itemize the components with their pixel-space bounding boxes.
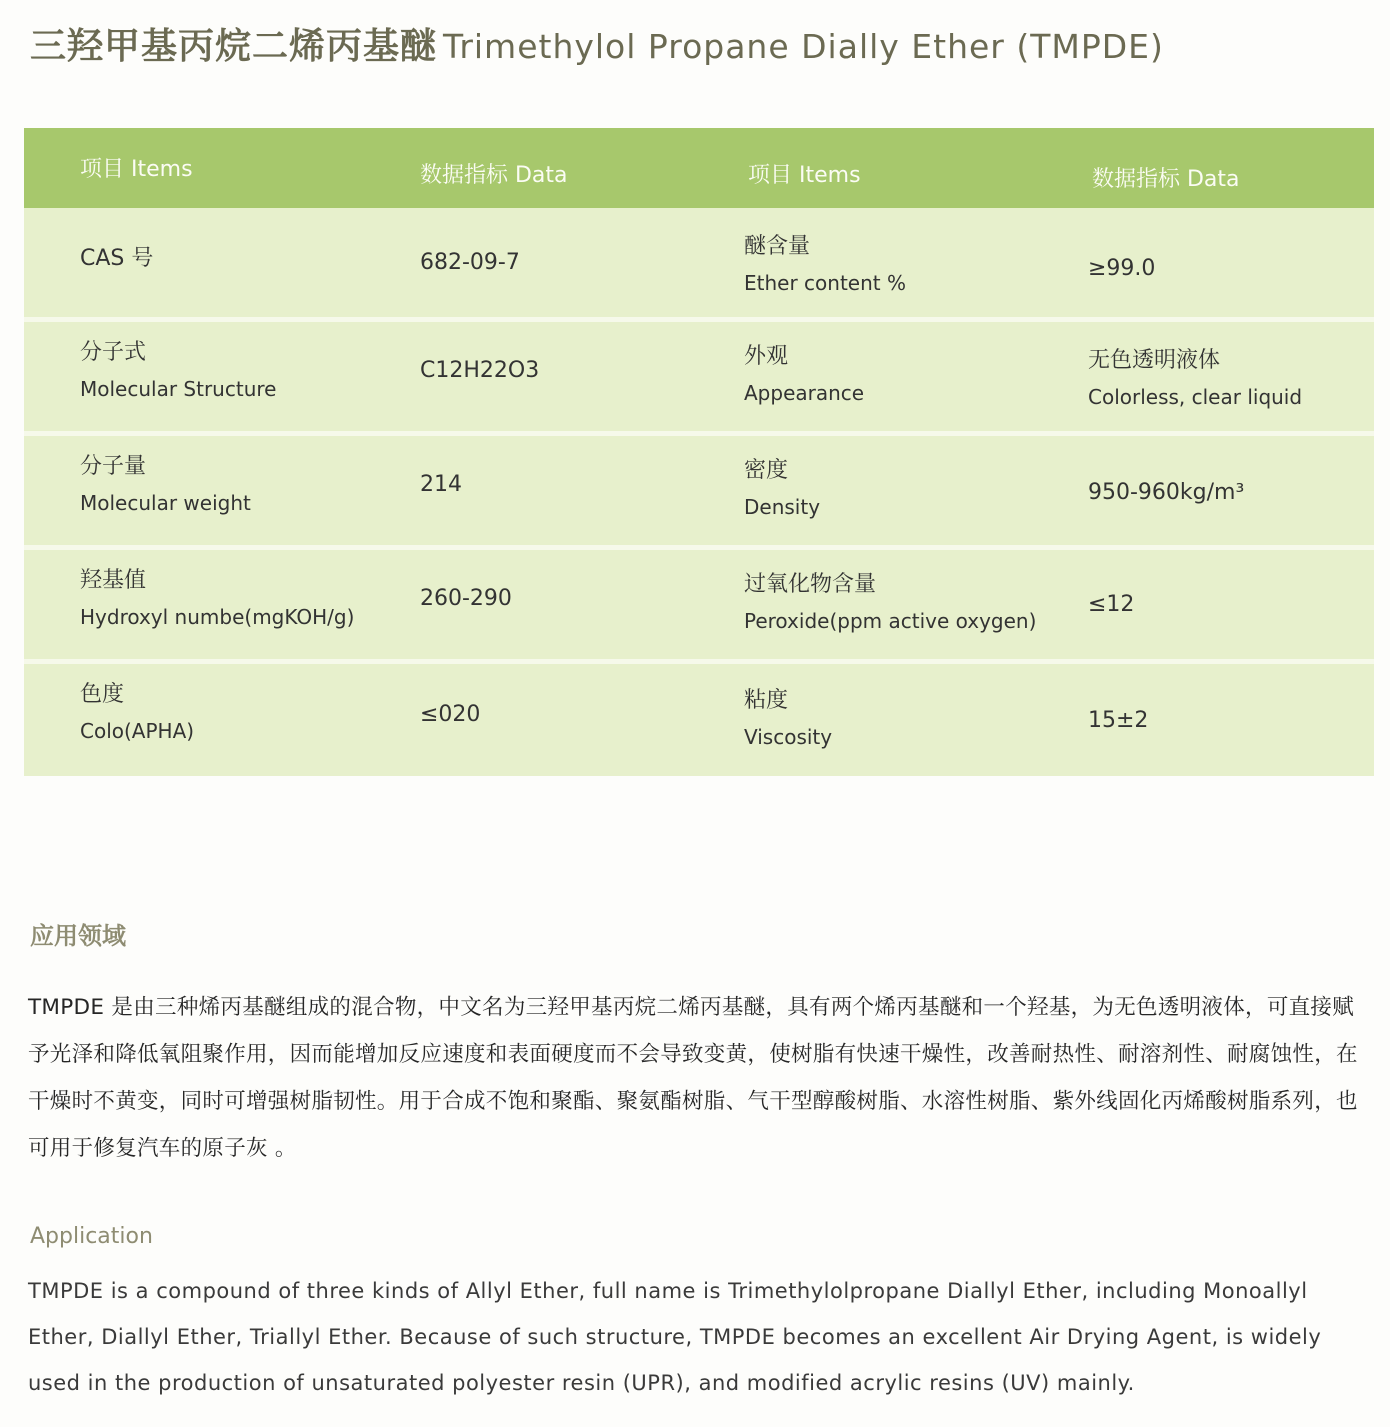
item-label-en: Molecular Structure	[80, 377, 277, 401]
item-label-en: Ether content %	[744, 271, 906, 295]
item-value	[1088, 346, 1302, 412]
header-data-2: 数据指标 Data	[1092, 167, 1240, 192]
item-label	[80, 566, 354, 632]
item-label-zh: 过氧化物含量	[744, 572, 877, 597]
page-title-zh: 三羟甲基丙烷二烯丙基醚	[30, 26, 438, 67]
item-value: 950-960kg/m³	[1088, 480, 1245, 505]
table-row	[24, 208, 1374, 322]
item-label	[744, 456, 820, 522]
item-value: C12H22O3	[420, 358, 540, 383]
item-label-en: Viscosity	[744, 725, 833, 749]
item-value: ≤12	[1088, 592, 1135, 617]
page-title	[30, 18, 1360, 69]
item-label-zh: 醚含量	[744, 234, 811, 259]
item-label-en: Appearance	[744, 381, 865, 405]
item-label-zh: 分子式	[80, 340, 147, 365]
application-text-en: TMPDE is a compound of three kinds of Allyl Ether, full name is Trimethylolpropane Diallyl Ether, including Monoallyl Ether, Diallyl Ether, Triallyl Ether. Because of such structure, TMPDE becomes an excellent Air Drying Agent, is widely used in the production of unsaturated polyester resin (UPR), and modified acrylic resins (UV) mainly.	[28, 1279, 1322, 1395]
item-value: 214	[420, 472, 462, 497]
item-label	[80, 338, 276, 404]
header-items-1: 项目 Items	[80, 157, 193, 182]
item-value: ≥99.0	[1088, 256, 1156, 281]
spec-table	[24, 128, 1374, 776]
item-label-en: Hydroxyl numbe(mgKOH/g)	[80, 605, 355, 629]
table-row	[24, 322, 1374, 436]
item-value-zh: 无色透明液体	[1088, 348, 1221, 373]
item-label	[80, 452, 251, 518]
item-value-en: Colorless, clear liquid	[1088, 385, 1303, 409]
spec-table-header	[24, 128, 1374, 208]
item-label-zh: CAS 号	[80, 246, 154, 271]
item-label	[744, 342, 864, 408]
table-row	[24, 550, 1374, 664]
item-label-en: Density	[744, 495, 821, 519]
application-heading-zh: 应用领域	[30, 922, 126, 950]
item-label-zh: 密度	[744, 458, 789, 483]
item-label	[744, 232, 906, 298]
item-label-zh: 羟基值	[80, 568, 147, 593]
item-label-zh: 粘度	[744, 688, 789, 713]
item-label	[744, 570, 1036, 636]
item-label-en: Molecular weight	[80, 491, 251, 515]
header-data-1: 数据指标 Data	[420, 163, 568, 188]
item-label-zh: 色度	[80, 682, 125, 707]
item-value: ≤020	[420, 702, 481, 727]
item-label-zh: 分子量	[80, 454, 147, 479]
application-text-zh: TMPDE 是由三种烯丙基醚组成的混合物，中文名为三羟甲基丙烷二烯丙基醚，具有两个烯丙基醚和一个羟基，为无色透明液体，可直接赋予光泽和降低氧阻聚作用，因而能增加反应速度和表面硬度而不会导致变黄，使树脂有快速干燥性，改善耐热性、耐溶剂性、耐腐蚀性，在干燥时不黄变，同时可增强树脂韧性。用于合成不饱和聚酯、聚氨酯树脂、气干型醇酸树脂、水溶性树脂、紫外线固化丙烯酸树脂系列，也可用于修复汽车的原子灰 。	[28, 995, 1358, 1161]
item-value: 260-290	[420, 586, 512, 611]
item-value: 15±2	[1088, 708, 1149, 733]
table-row	[24, 436, 1374, 550]
item-label-en: Colo(APHA)	[80, 719, 195, 743]
page-title-en: Trimethylol Propane Dially Ether (TMPDE)	[443, 27, 1164, 66]
item-label-en: Peroxide(ppm active oxygen)	[744, 609, 1037, 633]
application-heading-en: Application	[30, 1224, 153, 1249]
item-label	[744, 686, 832, 752]
table-row	[24, 664, 1374, 778]
item-label	[80, 244, 153, 274]
item-label-zh: 外观	[744, 344, 789, 369]
item-label	[80, 680, 194, 746]
item-value: 682-09-7	[420, 250, 520, 275]
header-items-2: 项目 Items	[748, 163, 861, 188]
